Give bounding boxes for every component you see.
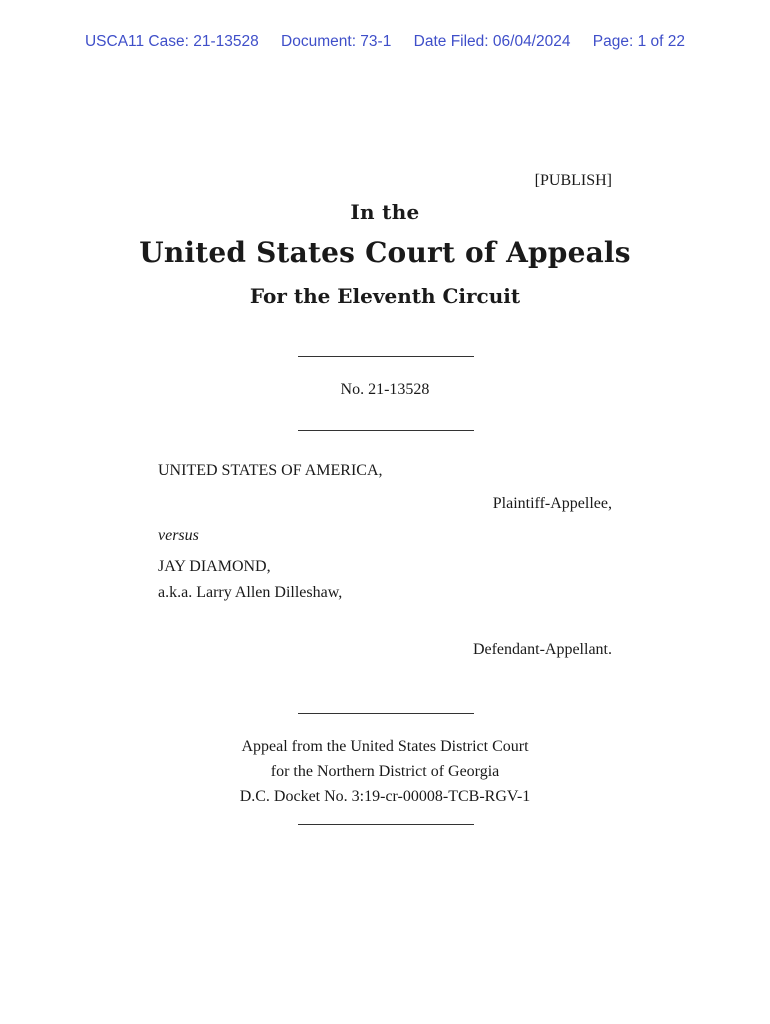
filing-header-stamp [0, 33, 770, 51]
court-circuit: For the Eleventh Circuit [249, 284, 521, 308]
appeal-line: for the Northern District of Georgia [270, 763, 500, 780]
case-number: No. 21-13528 [340, 381, 430, 398]
court-heading-in-the: In the [350, 200, 420, 224]
stamp-page-count: Page: 1 of 22 [592, 33, 686, 50]
stamp-case-number: USCA11 Case: 21-13528 [84, 33, 259, 50]
stamp-document-number: Document: 73-1 [281, 33, 392, 50]
divider-rule [298, 430, 474, 431]
publish-designation: [PUBLISH] [534, 172, 612, 189]
defendant-name: JAY DIAMOND, [158, 558, 271, 575]
divider-rule [298, 356, 474, 357]
appeal-origin-block [0, 734, 770, 809]
defendant-role: Defendant-Appellant. [472, 641, 612, 658]
divider-rule [298, 713, 474, 714]
court-name: United States Court of Appeals [139, 236, 631, 269]
divider-rule [298, 824, 474, 825]
appeal-line: Appeal from the United States District Court [241, 738, 529, 755]
appeal-docket-line: D.C. Docket No. 3:19-cr-00008-TCB-RGV-1 [239, 788, 531, 805]
versus-label: versus [158, 527, 199, 544]
stamp-date-filed: Date Filed: 06/04/2024 [413, 33, 571, 50]
defendant-alias: a.k.a. Larry Allen Dilleshaw, [158, 584, 343, 601]
plaintiff-role: Plaintiff-Appellee, [492, 495, 612, 512]
plaintiff-name: UNITED STATES OF AMERICA, [158, 462, 383, 479]
